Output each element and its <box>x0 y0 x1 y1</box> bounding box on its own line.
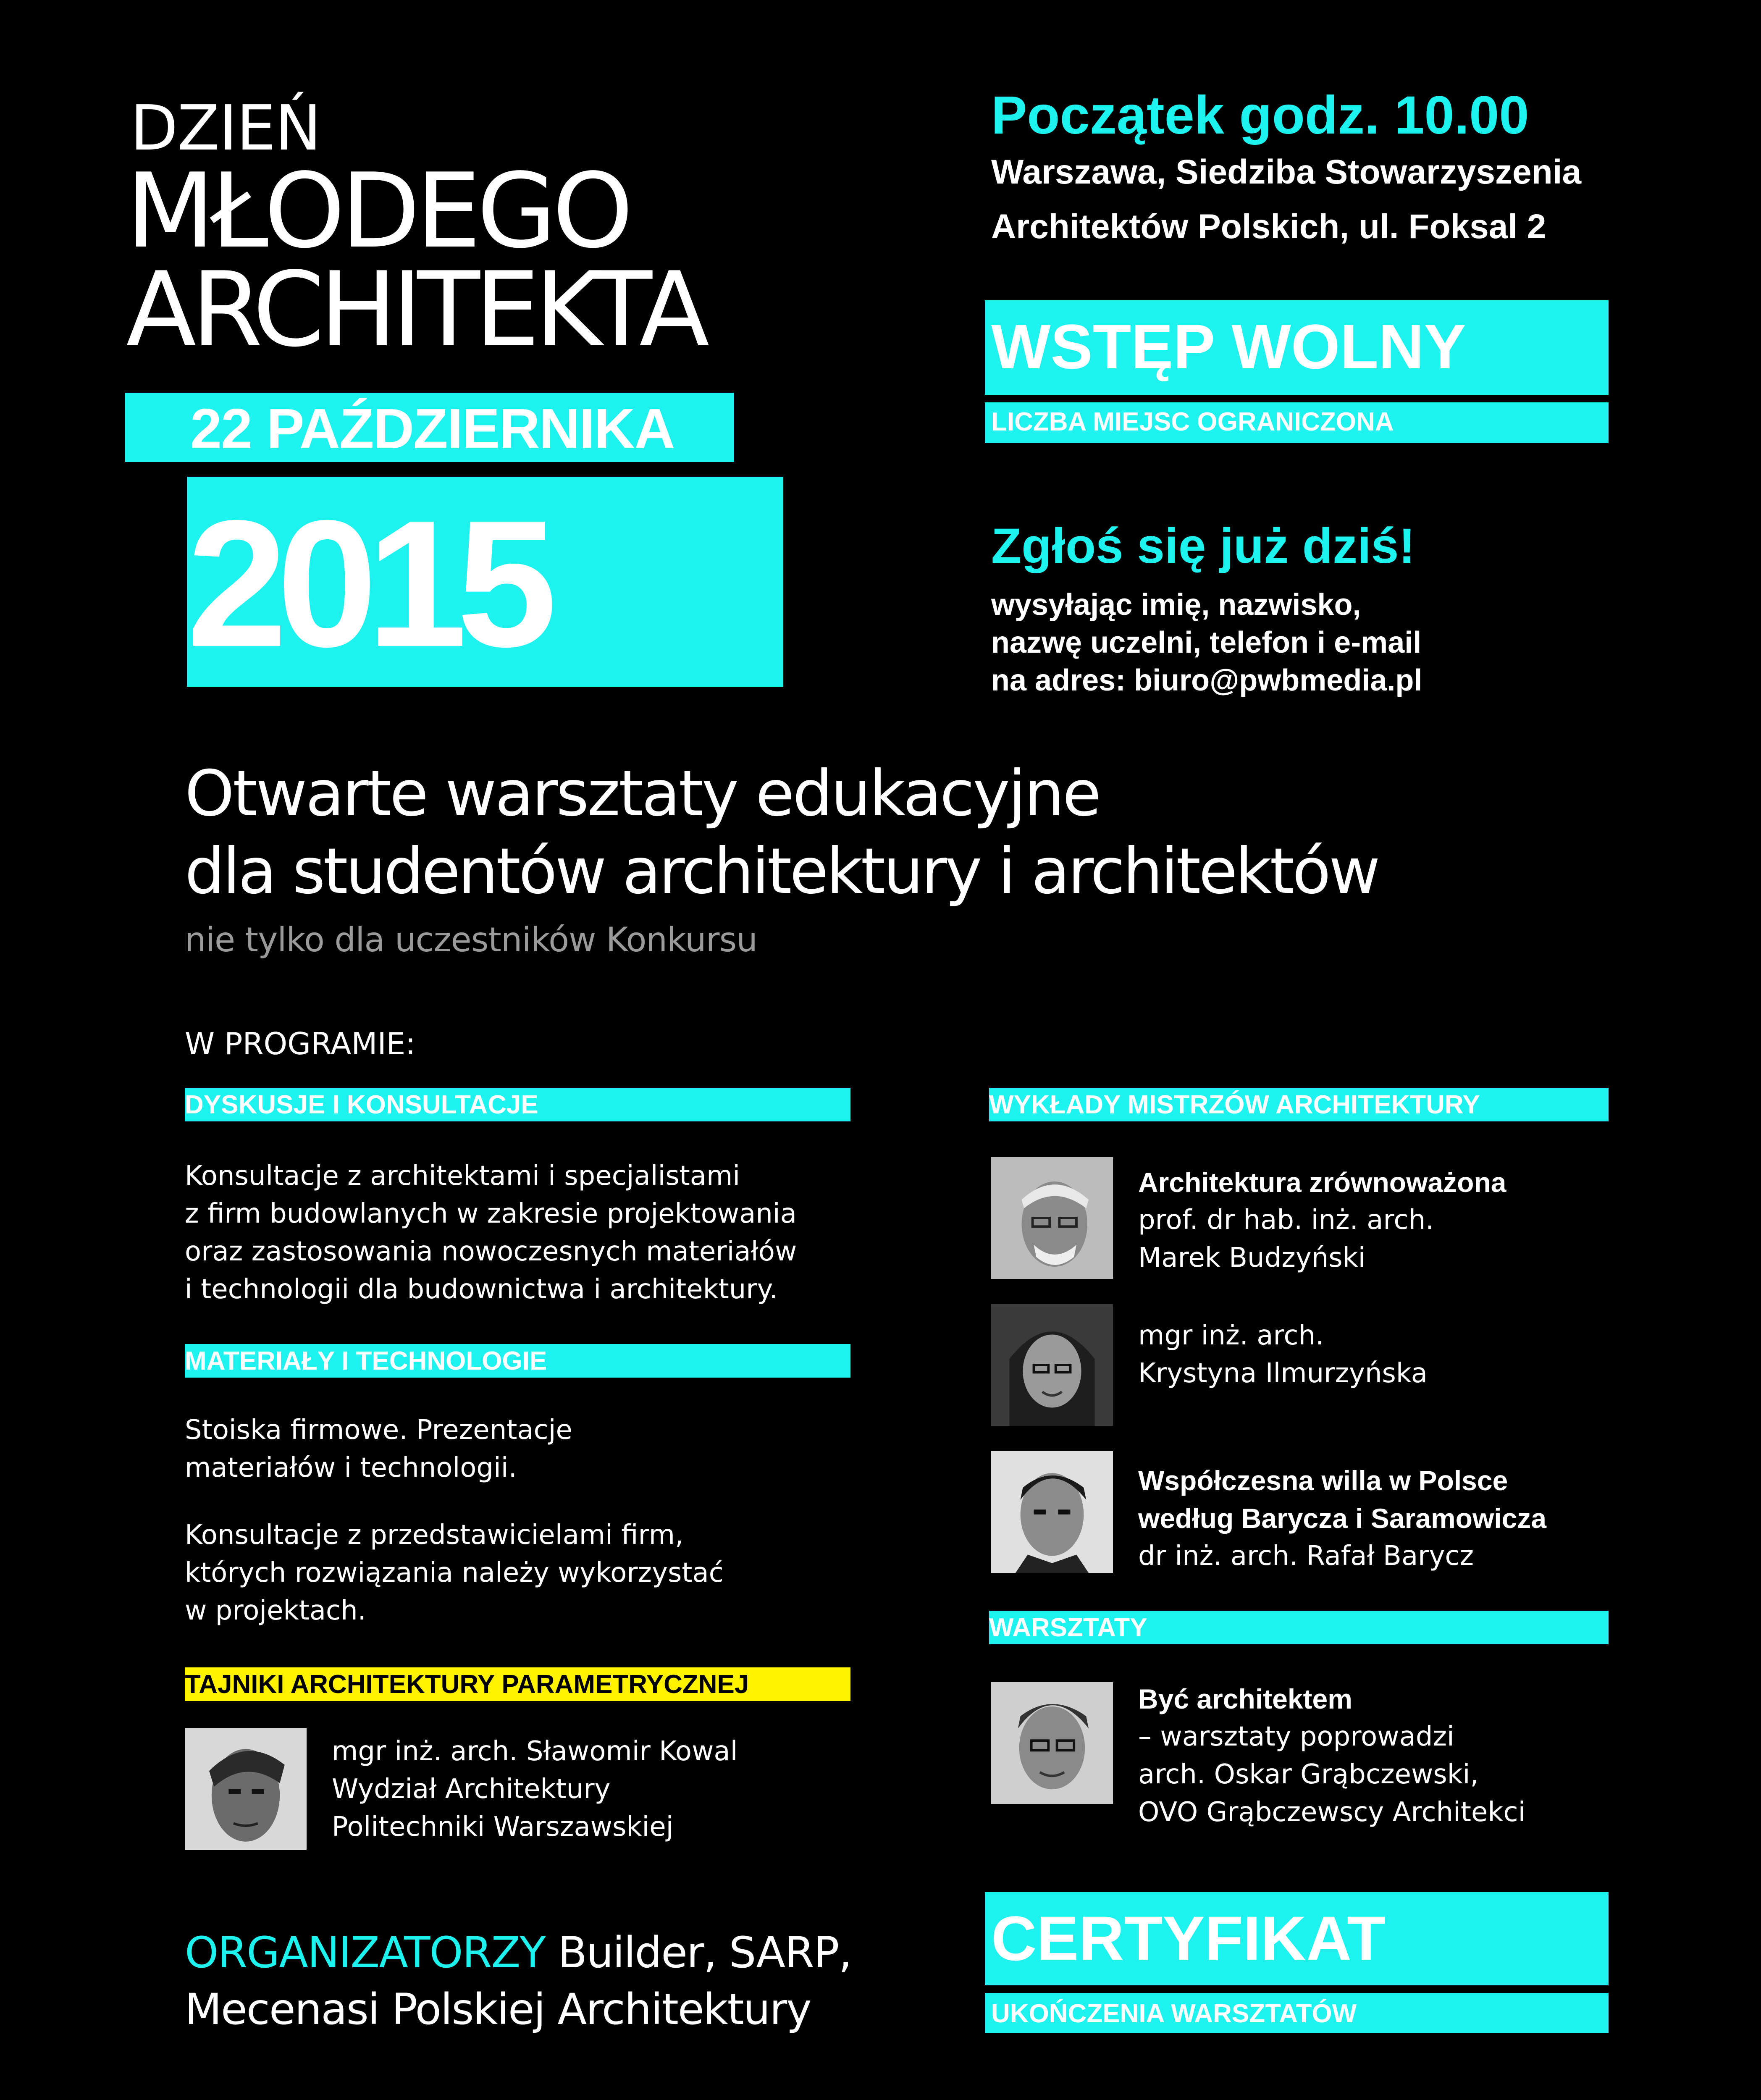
lecture2-line: Krystyna Ilmurzyńska <box>1138 1358 1428 1389</box>
lecture3-title <box>1138 1462 1546 1537</box>
discussion-title: DYSKUSJE I KONSULTACJE <box>185 1090 538 1119</box>
lecture2-text <box>1138 1317 1428 1392</box>
free-entry-bar <box>985 300 1609 443</box>
lecture3-title-line: Współczesna willa w Polsce <box>1138 1465 1508 1496</box>
start-time: Początek godz. 10.00 <box>991 85 1529 145</box>
kowal-photo <box>185 1728 307 1850</box>
parametric-bar <box>185 1667 850 1701</box>
materials-line: których rozwiązania należy wykorzystać <box>185 1557 724 1588</box>
date-bar <box>125 393 734 462</box>
lecture1-line: prof. dr hab. inż. arch. <box>1138 1205 1434 1236</box>
free-entry-stripe <box>985 395 1609 402</box>
certificate-sub: UKOŃCZENIA WARSZTATÓW <box>991 1999 1357 2028</box>
ilmurzynska-photo <box>991 1304 1113 1426</box>
workshop-line: OVO Grąbczewscy Architekci <box>1138 1797 1526 1828</box>
lecture2-line: mgr inż. arch. <box>1138 1320 1324 1351</box>
lecture1-text <box>1138 1201 1434 1277</box>
apply-title: Zgłoś się już dziś! <box>991 518 1415 574</box>
title-mlodego: MŁODEGO <box>126 151 630 271</box>
materials-line: materiałów i technologii. <box>185 1452 517 1483</box>
parametric-line: Wydział Architektury <box>332 1774 611 1805</box>
discussion-line: z firm budowlanych w zakresie projektowania <box>185 1198 797 1229</box>
materials-text-2 <box>185 1516 724 1630</box>
parametric-line: Politechniki Warszawskiej <box>332 1811 674 1843</box>
intro-line1: Otwarte warsztaty edukacyjne <box>185 757 1100 830</box>
certificate-stripe <box>985 1985 1609 1993</box>
organizers-line2: Mecenasi Polskiej Architektury <box>185 1984 811 2034</box>
materials-text-1 <box>185 1411 572 1487</box>
venue-line1: Warszawa, Siedziba Stowarzyszenia <box>991 153 1582 191</box>
parametric-title: TAJNIKI ARCHITEKTURY PARAMETRYCZNEJ <box>185 1670 749 1699</box>
lectures-bar <box>989 1088 1609 1121</box>
year-text: 2015 <box>187 483 547 685</box>
lecture1-line: Marek Budzyński <box>1138 1242 1366 1273</box>
workshop-line: arch. Oskar Grąbczewski, <box>1138 1759 1479 1790</box>
lecture3-text: dr inż. arch. Rafał Barycz <box>1138 1541 1474 1572</box>
workshops-title: WARSZTATY <box>989 1613 1147 1642</box>
organizers-line1 <box>185 1928 851 1978</box>
lecture1-title: Architektura zrównoważona <box>1138 1167 1506 1198</box>
date-text: 22 PAŹDZIERNIKA <box>190 397 674 460</box>
title-architekta: ARCHITEKTA <box>126 250 705 370</box>
materials-bar <box>185 1344 850 1378</box>
free-entry-title: WSTĘP WOLNY <box>991 311 1466 382</box>
parametric-text <box>332 1732 737 1846</box>
intro-line2: dla studentów architektury i architektów <box>185 835 1378 908</box>
materials-line: Stoiska firmowe. Prezentacje <box>185 1415 572 1446</box>
lectures-title: WYKŁADY MISTRZÓW ARCHITEKTURY <box>989 1090 1480 1119</box>
apply-line3: na adres: biuro@pwbmedia.pl <box>991 664 1422 697</box>
free-entry-sub: LICZBA MIEJSC OGRANICZONA <box>991 407 1394 436</box>
workshop-text <box>1138 1718 1525 1831</box>
budzynski-photo <box>991 1157 1113 1279</box>
certificate-title: CERTYFIKAT <box>991 1903 1386 1974</box>
grabczewski-photo <box>991 1682 1113 1804</box>
parametric-line: mgr inż. arch. Sławomir Kowal <box>332 1736 738 1767</box>
discussion-line: oraz zastosowania nowoczesnych materiałów <box>185 1236 797 1267</box>
workshop-line: – warsztaty poprowadzi <box>1138 1721 1454 1752</box>
materials-line: Konsultacje z przedstawicielami firm, <box>185 1520 684 1551</box>
materials-title: MATERIAŁY I TECHNOLOGIE <box>185 1347 547 1376</box>
title-dzien: DZIEŃ <box>130 92 321 164</box>
year-bar <box>187 477 783 687</box>
organizers-label: ORGANIZATORZY <box>185 1928 545 1978</box>
intro-line3: nie tylko dla uczestników Konkursu <box>185 920 757 959</box>
certificate-bar <box>985 1892 1609 2033</box>
program-heading: W PROGRAMIE: <box>185 1026 416 1061</box>
barycz-photo <box>991 1451 1113 1573</box>
venue-line2: Architektów Polskich, ul. Foksal 2 <box>991 207 1546 246</box>
organizers-names: Builder, SARP, <box>545 1928 851 1978</box>
discussion-line: i technologii dla budownictwa i architektury. <box>185 1274 778 1305</box>
workshops-bar <box>989 1611 1609 1644</box>
lecture3-title-line: według Barycza i Saramowicza <box>1138 1503 1547 1534</box>
apply-line1: wysyłając imię, nazwisko, <box>991 588 1361 622</box>
apply-line2: nazwę uczelni, telefon i e-mail <box>991 626 1422 659</box>
discussion-bar <box>185 1088 850 1121</box>
materials-line: w projektach. <box>185 1595 366 1626</box>
workshop-title: Być architektem <box>1138 1683 1352 1714</box>
discussion-line: Konsultacje z architektami i specjalistami <box>185 1160 740 1192</box>
discussion-text <box>185 1157 797 1308</box>
